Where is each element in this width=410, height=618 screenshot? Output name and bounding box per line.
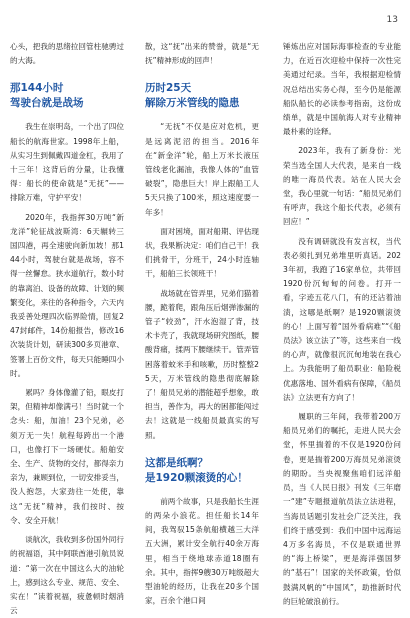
paragraph: 谈航次，我收到多份国外同行的祝福语，其中阿联酋港引航员说道：“第一次在中国这么大的油轮上，感到这么专业、规范、安全、实在！”读着祝福，疲惫顿时烟消云: [10, 535, 124, 616]
page-number: 13: [386, 15, 398, 25]
heading-line: 是1920颗滚烫的心！: [145, 471, 248, 484]
column-3: [283, 40, 401, 609]
paragraph: 2023年，我有了新身份：光荣当选全国人大代表，是来自一线的唯一海员代表。站在人民大会堂，我心里就一句话：“船员兄弟们有呼声，我这个船长代表，必须有回应！”: [283, 146, 401, 227]
paragraph: 面对困境，面对船期、评估现状，我果断决定：咱们自己干！我们挑骨干，分班干，24小时连轴干，船舶三长领班干！: [145, 226, 259, 279]
paragraph: 心头，把我的思绪拉回管柱驰骋过的大海。: [10, 42, 124, 66]
paragraph: 锤炼出应对国际海事检查的专业能力，在近百次迎检中保持一次性完美通过纪录。当年，我根据迎检情况总结出实务心得，至今仍是能源船队船长的必读参考指南，这份成绩单，就是中国航海人对专业精神最朴素的诠释。: [283, 42, 401, 137]
paragraph: 我生在崇明岛，一个出了四位船长的航海世家。1998年上船，从实习生到佩戴四道金杠，我用了十三年！这背后的分量，让我懂得：船长的使命就是“无抚”——排除万难，守护平安！: [10, 122, 124, 203]
column-2: [145, 40, 259, 609]
paragraph: 散，这“抚”出来的赞誉，就是“无抚”精神形成的回声！: [145, 42, 259, 66]
section-heading: [145, 81, 259, 111]
heading-line: 解除万米管线的隐患: [145, 97, 240, 110]
paragraph: 前两个故事，只是我船长生涯的两朵小浪花。担任船长14年间，我驾驭15条航船横越三大洋五大洲，累计安全航行40余万海里，相当于绕地球赤道18圈有余。其中，指挥9艘30万吨级超大型油轮的经历，让我在20多个国家，百余个港口间: [145, 496, 259, 606]
section-heading: [10, 81, 124, 111]
paragraph: 战场就在管弄里，兄弟们猫着腰，跪着爬，跟角压后烟弹渗漏的管子“较劲”，汗水泡湿了背，技术卡壳了，我就现场研究图纸，腰酸背痛，揉两下腰继续干。管弄管困落着蚊米手和咳嗽，历时整整25天，万米管线的隐患彻底解除了！船员兄弟的潜能超乎想象，敢担当，善作为，再大的困都能闯过去！这就是一线船员最真实的写照。: [145, 288, 259, 440]
section-heading: [145, 456, 259, 486]
heading-line: 这都是纸啊？: [145, 456, 208, 469]
heading-line: 历时25天: [145, 82, 192, 95]
paragraph: “无抚”不仅是应对危机，更是远离泥沼的担当。2016年在“新金洋”轮，船上万米长液压管线老化漏油，我像人体的“血管破裂”，隐患巨大！岸上跟船工人5天只换了100米，照这速度要一年多！: [145, 122, 259, 217]
column-1: [10, 40, 124, 618]
heading-line: 驾驶台就是战场: [10, 97, 84, 110]
paragraph: 没有调研就没有发言权，当代表必须扎到兄弟堆里听真话。2023年初，我跑了16家单位，共带回1920份沉甸甸的问卷。打开一看，字迹五花八门，有的还沾着油渍，这哪是纸啊？是1920颗滚烫的心！上面写着“国外看病难”“《船员法》该立法了”等，这些来自一线的心声，就像很沉沉甸地装在我心上。为我能明了船员职业：船险税优惠落地、国外看病有保障，《船员法》立法更有方向了！: [283, 236, 401, 402]
heading-line: 那144小时: [10, 82, 64, 95]
paragraph: 累吗？身体像灌了铅，眼皮打架，但精神却像满弓！当时就一个念头：船，加油！23个兄弟，必须万无一失！航程每跨出一个港口，也像打下一场硬仗。船舶安全、生产、货物的交付，都得亲力亲为，兼顾到位，一切安排妥当，没人抱怨，大家劲往一处使，靠这“无抚”精神，我们按时、按令、安全开航！: [10, 388, 124, 525]
paragraph: 2020年，我指挥30万吨“新龙洋”轮征战波斯湾：6天辗转三国四港，再全速驶向新加坡！那144小时，驾驶台就是战场，容不得一丝懈怠。狭水道航行，数小时的靠离泊、设备的故障、计划的频繁变化，来往的各种指令，六天内我妥善处理四次临界险情，回复247封邮件，14份船报告，修改16次装货计划，研读300多页港章、签署上百份文件，每天只能睡四小时。: [10, 212, 124, 378]
paragraph: 履职的三年间，我带着200万船员兄弟们的嘱托，走进人民大会堂，怀里揣着的不仅是1920份问卷，更是揣着200万海员兄弟滚烫的期盼。当央视聚焦咱们远洋船员，当《人民日报》刊发《三年磨一“建”专题报道航员法立法进程，当海员话题引发社会广泛关注，我们终于感受到：我们中国中远海运4万多名海员，不仅是联通世界的“海上桥梁”，更是海洋强国梦的“基石”！国家的关怀政策，恰似鼓满风帆的“中国风”，助推新时代的巨轮破浪前行。: [283, 412, 401, 606]
